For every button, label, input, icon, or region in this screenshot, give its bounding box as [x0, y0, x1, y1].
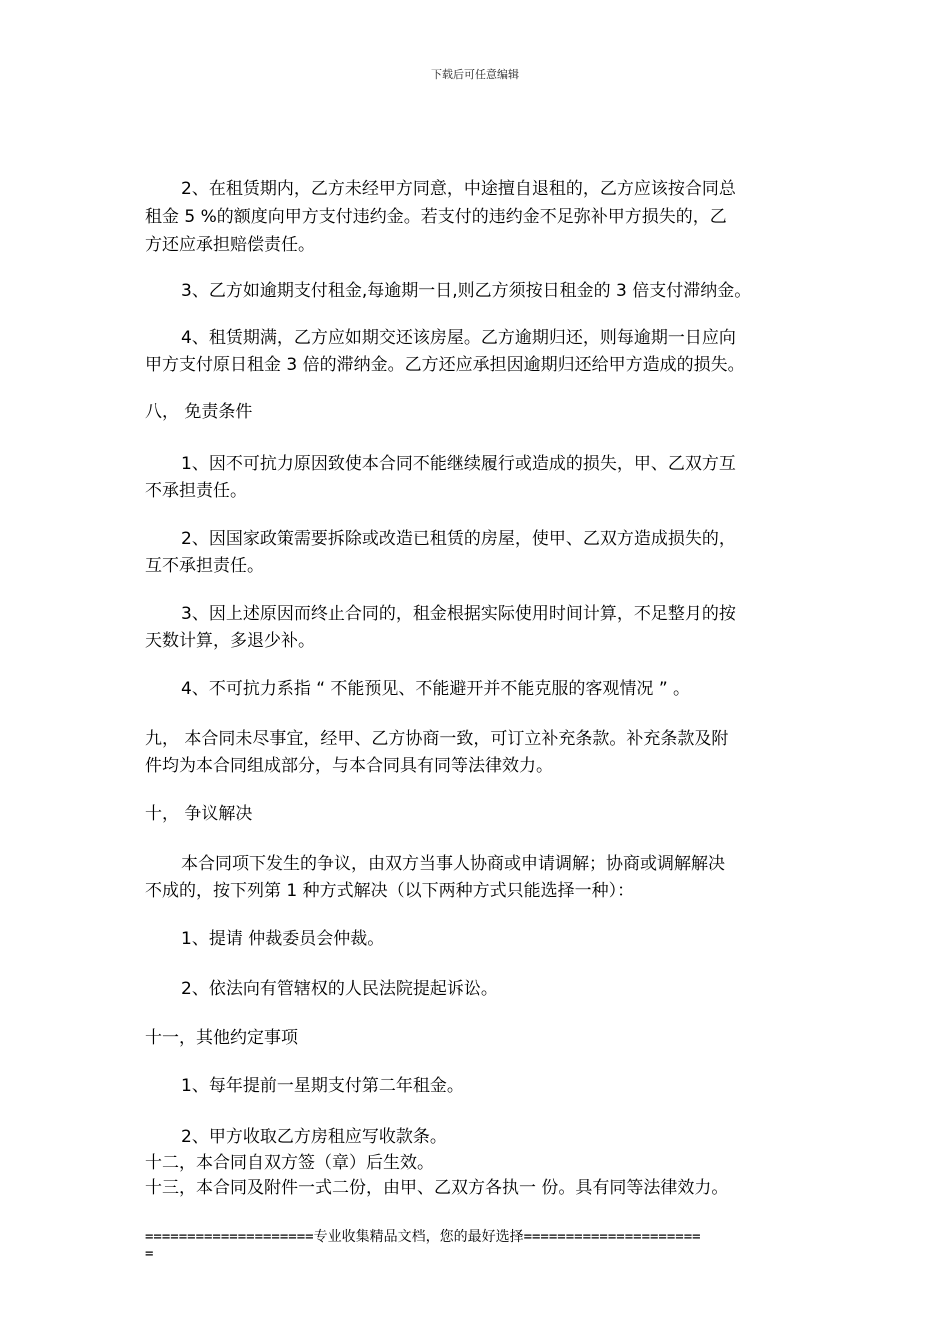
- clause-10-2: 2、依法向有管辖权的人民法院提起诉讼。: [181, 979, 498, 999]
- clause-7-4-line-1: 4、租赁期满，乙方应如期交还该房屋。乙方逾期归还，则每逾期一日应向: [181, 328, 736, 348]
- clause-8-3-line-2: 天数计算，多退少补。: [145, 631, 315, 651]
- page-header: 下载后可任意编辑: [431, 68, 519, 81]
- section-9-line-2: 件均为本合同组成部分，与本合同具有同等法律效力。: [145, 756, 553, 776]
- clause-8-1-line-2: 不承担责任。: [145, 481, 247, 501]
- clause-8-4: 4、不可抗力系指 “ 不能预见、不能避开并不能克服的客观情况 ” 。: [181, 679, 691, 699]
- footer-banner-wrap: =: [145, 1246, 154, 1262]
- clause-7-4-line-2: 甲方支付原日租金 3 倍的滞纳金。乙方还应承担因逾期归还给甲方造成的损失。: [145, 355, 745, 375]
- clause-7-2-line-3: 方还应承担赔偿责任。: [145, 235, 315, 255]
- section-10-body-line-1: 本合同项下发生的争议，由双方当事人协商或申请调解；协商或调解解决: [181, 854, 725, 874]
- clause-8-2-line-2: 互不承担责任。: [145, 556, 264, 576]
- clause-11-2: 2、甲方收取乙方房租应写收款条。: [181, 1127, 447, 1147]
- clause-8-3-line-1: 3、因上述原因而终止合同的，租金根据实际使用时间计算，不足整月的按: [181, 604, 736, 624]
- section-8-heading: 八， 免责条件: [145, 402, 253, 422]
- clause-8-2-line-1: 2、因国家政策需要拆除或改造已租赁的房屋，使甲、乙双方造成损失的，: [181, 529, 736, 549]
- clause-7-2-line-2: 租金 5 %的额度向甲方支付违约金。若支付的违约金不足弥补甲方损失的，乙: [145, 207, 727, 227]
- clause-8-1-line-1: 1、因不可抗力原因致使本合同不能继续履行或造成的损失，甲、乙双方互: [181, 454, 736, 474]
- section-13: 十三，本合同及附件一式二份，由甲、乙双方各执一 份。具有同等法律效力。: [145, 1178, 729, 1198]
- section-10-heading: 十， 争议解决: [145, 804, 253, 824]
- footer-banner: ====================专业收集精品文档，您的最好选择=====================: [145, 1229, 701, 1245]
- clause-11-1: 1、每年提前一星期支付第二年租金。: [181, 1076, 464, 1096]
- section-10-body-line-2: 不成的，按下列第 1 种方式解决（以下两种方式只能选择一种）：: [145, 881, 635, 901]
- section-9-line-1: 九， 本合同未尽事宜，经甲、乙方协商一致，可订立补充条款。补充条款及附: [145, 729, 729, 749]
- clause-7-3: 3、乙方如逾期支付租金,每逾期一日,则乙方须按日租金的 3 倍支付滞纳金。: [181, 281, 752, 301]
- section-12: 十二，本合同自双方签（章）后生效。: [145, 1153, 434, 1173]
- clause-10-1: 1、提请 仲裁委员会仲裁。: [181, 929, 385, 949]
- section-11-heading: 十一，其他约定事项: [145, 1028, 298, 1048]
- clause-7-2-line-1: 2、在租赁期内，乙方未经甲方同意，中途擅自退租的，乙方应该按合同总: [181, 179, 736, 199]
